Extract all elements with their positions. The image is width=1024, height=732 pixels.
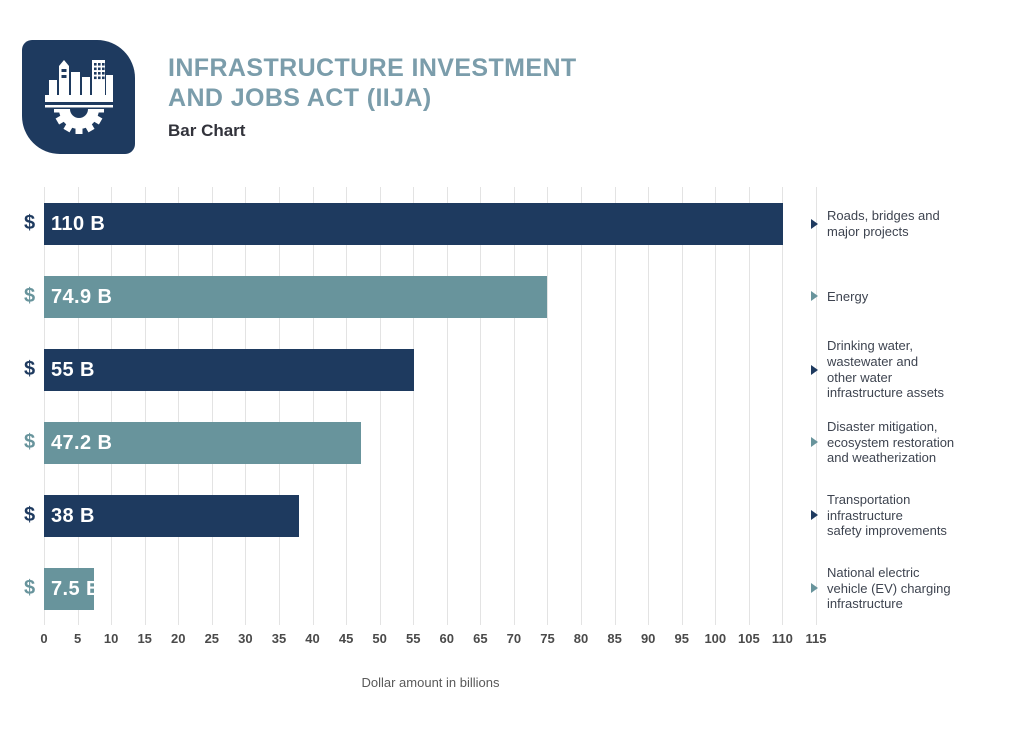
bar-value-label: 55 B [51, 358, 95, 381]
x-axis-tick-label: 95 [674, 631, 689, 646]
bar-category-label-line: infrastructure [827, 507, 903, 523]
bar [44, 349, 414, 391]
x-axis-tick-label: 110 [771, 631, 793, 646]
bar-annotation [811, 289, 868, 305]
x-axis-tick-label: 60 [439, 631, 455, 646]
bar-value-label: 38 B [51, 504, 95, 527]
city-buildings-gear-icon [22, 40, 135, 154]
bar-category-label-line: major projects [827, 223, 909, 239]
bar-category-label-line: vehicle (EV) charging [827, 580, 951, 596]
dollar-sign: $ [24, 577, 36, 599]
dollar-sign: $ [24, 285, 36, 307]
x-axis-tick-label: 75 [540, 631, 555, 646]
bar-rows [24, 187, 1014, 625]
bar-annotation [811, 565, 951, 612]
x-axis-tick-label: 15 [137, 631, 152, 646]
x-axis-tick-label: 30 [238, 631, 253, 646]
bar-value-label: 110 B [51, 212, 106, 235]
dollar-sign: $ [24, 431, 36, 453]
bar-category-label-line: Disaster mitigation, [827, 418, 938, 434]
bar-track [44, 495, 817, 537]
dollar-sign: $ [24, 504, 36, 526]
bar-category-label-line: ecosystem restoration [827, 434, 955, 450]
page-subtitle: Bar Chart [168, 121, 246, 140]
bar-row [24, 187, 1014, 260]
bar-category-label-line: Roads, bridges and [827, 207, 940, 223]
bar-category-label-line: Transportation [827, 491, 911, 507]
bar-category-label-line: other water [827, 369, 893, 385]
dollar-sign: $ [24, 212, 36, 234]
x-axis-tick-label: 100 [704, 631, 727, 646]
x-axis-tick-label: 105 [738, 631, 760, 646]
x-axis-tick-label: 0 [40, 631, 48, 646]
x-axis-tick-label: 65 [473, 631, 488, 646]
x-axis-tick-label: 115 [805, 631, 827, 646]
bar-value-label: 7.5 B [51, 577, 101, 600]
bar-row [24, 333, 1014, 406]
bar-category-label-line: and weatherization [827, 450, 937, 466]
bar-row [24, 552, 1014, 625]
bar-annotation [811, 492, 947, 539]
x-axis-tick-label: 85 [607, 631, 622, 646]
bar-value-label: 74.9 B [51, 285, 113, 308]
bar-category-label-line: infrastructure assets [827, 385, 945, 401]
x-axis-tick-label: 70 [506, 631, 522, 646]
x-axis-title: Dollar amount in billions [361, 675, 500, 690]
x-axis-ticks [40, 631, 827, 649]
x-axis-tick-label: 40 [305, 631, 320, 646]
bar-row [24, 479, 1014, 552]
bar [44, 203, 783, 245]
bar-category-label-line: Energy [827, 288, 869, 304]
x-axis-tick-label: 50 [372, 631, 387, 646]
bar [44, 495, 299, 537]
bar-category-label-line: wastewater and [827, 353, 919, 369]
page-title: INFRASTRUCTURE INVESTMENT AND JOBS ACT (IIJA) [168, 54, 577, 112]
logo [22, 40, 135, 154]
bar-annotation [811, 338, 944, 401]
bar-track [44, 203, 817, 245]
bar-annotation [811, 419, 954, 466]
bar-category-label [827, 338, 944, 401]
bar-row [24, 406, 1014, 479]
bar-category-label-line: safety improvements [827, 523, 947, 539]
bar [44, 568, 101, 610]
x-axis-tick-label: 10 [103, 631, 119, 646]
bar [44, 422, 361, 464]
bar-track [44, 276, 817, 318]
x-axis-tick-label: 5 [73, 631, 82, 646]
dollar-sign: $ [24, 358, 36, 380]
x-axis-tick-label: 45 [338, 631, 354, 646]
bar-category-label [827, 565, 951, 612]
x-axis-tick-label: 20 [171, 631, 186, 646]
x-axis-tick-label: 35 [271, 631, 287, 646]
bar [44, 276, 547, 318]
bar-category-label-line: National electric [827, 564, 920, 580]
x-axis-tick-label: 80 [573, 631, 589, 646]
bar-value-label: 47.2 B [51, 431, 113, 454]
bar-track [44, 422, 817, 464]
header-titles [168, 53, 648, 141]
bar-track [44, 568, 817, 610]
bar-category-label [827, 289, 868, 305]
x-axis-tick-label: 90 [640, 631, 656, 646]
bar-category-label-line: Drinking water, [827, 337, 913, 353]
bar-annotation [811, 208, 940, 240]
bar-row [24, 260, 1014, 333]
bar-track [44, 349, 817, 391]
bar-category-label-line: infrastructure [827, 596, 903, 612]
bar-category-label [827, 419, 954, 466]
bar-category-label [827, 208, 940, 240]
bar-category-label [827, 492, 947, 539]
x-axis-tick-label: 25 [204, 631, 220, 646]
x-axis-tick-label: 55 [405, 631, 421, 646]
